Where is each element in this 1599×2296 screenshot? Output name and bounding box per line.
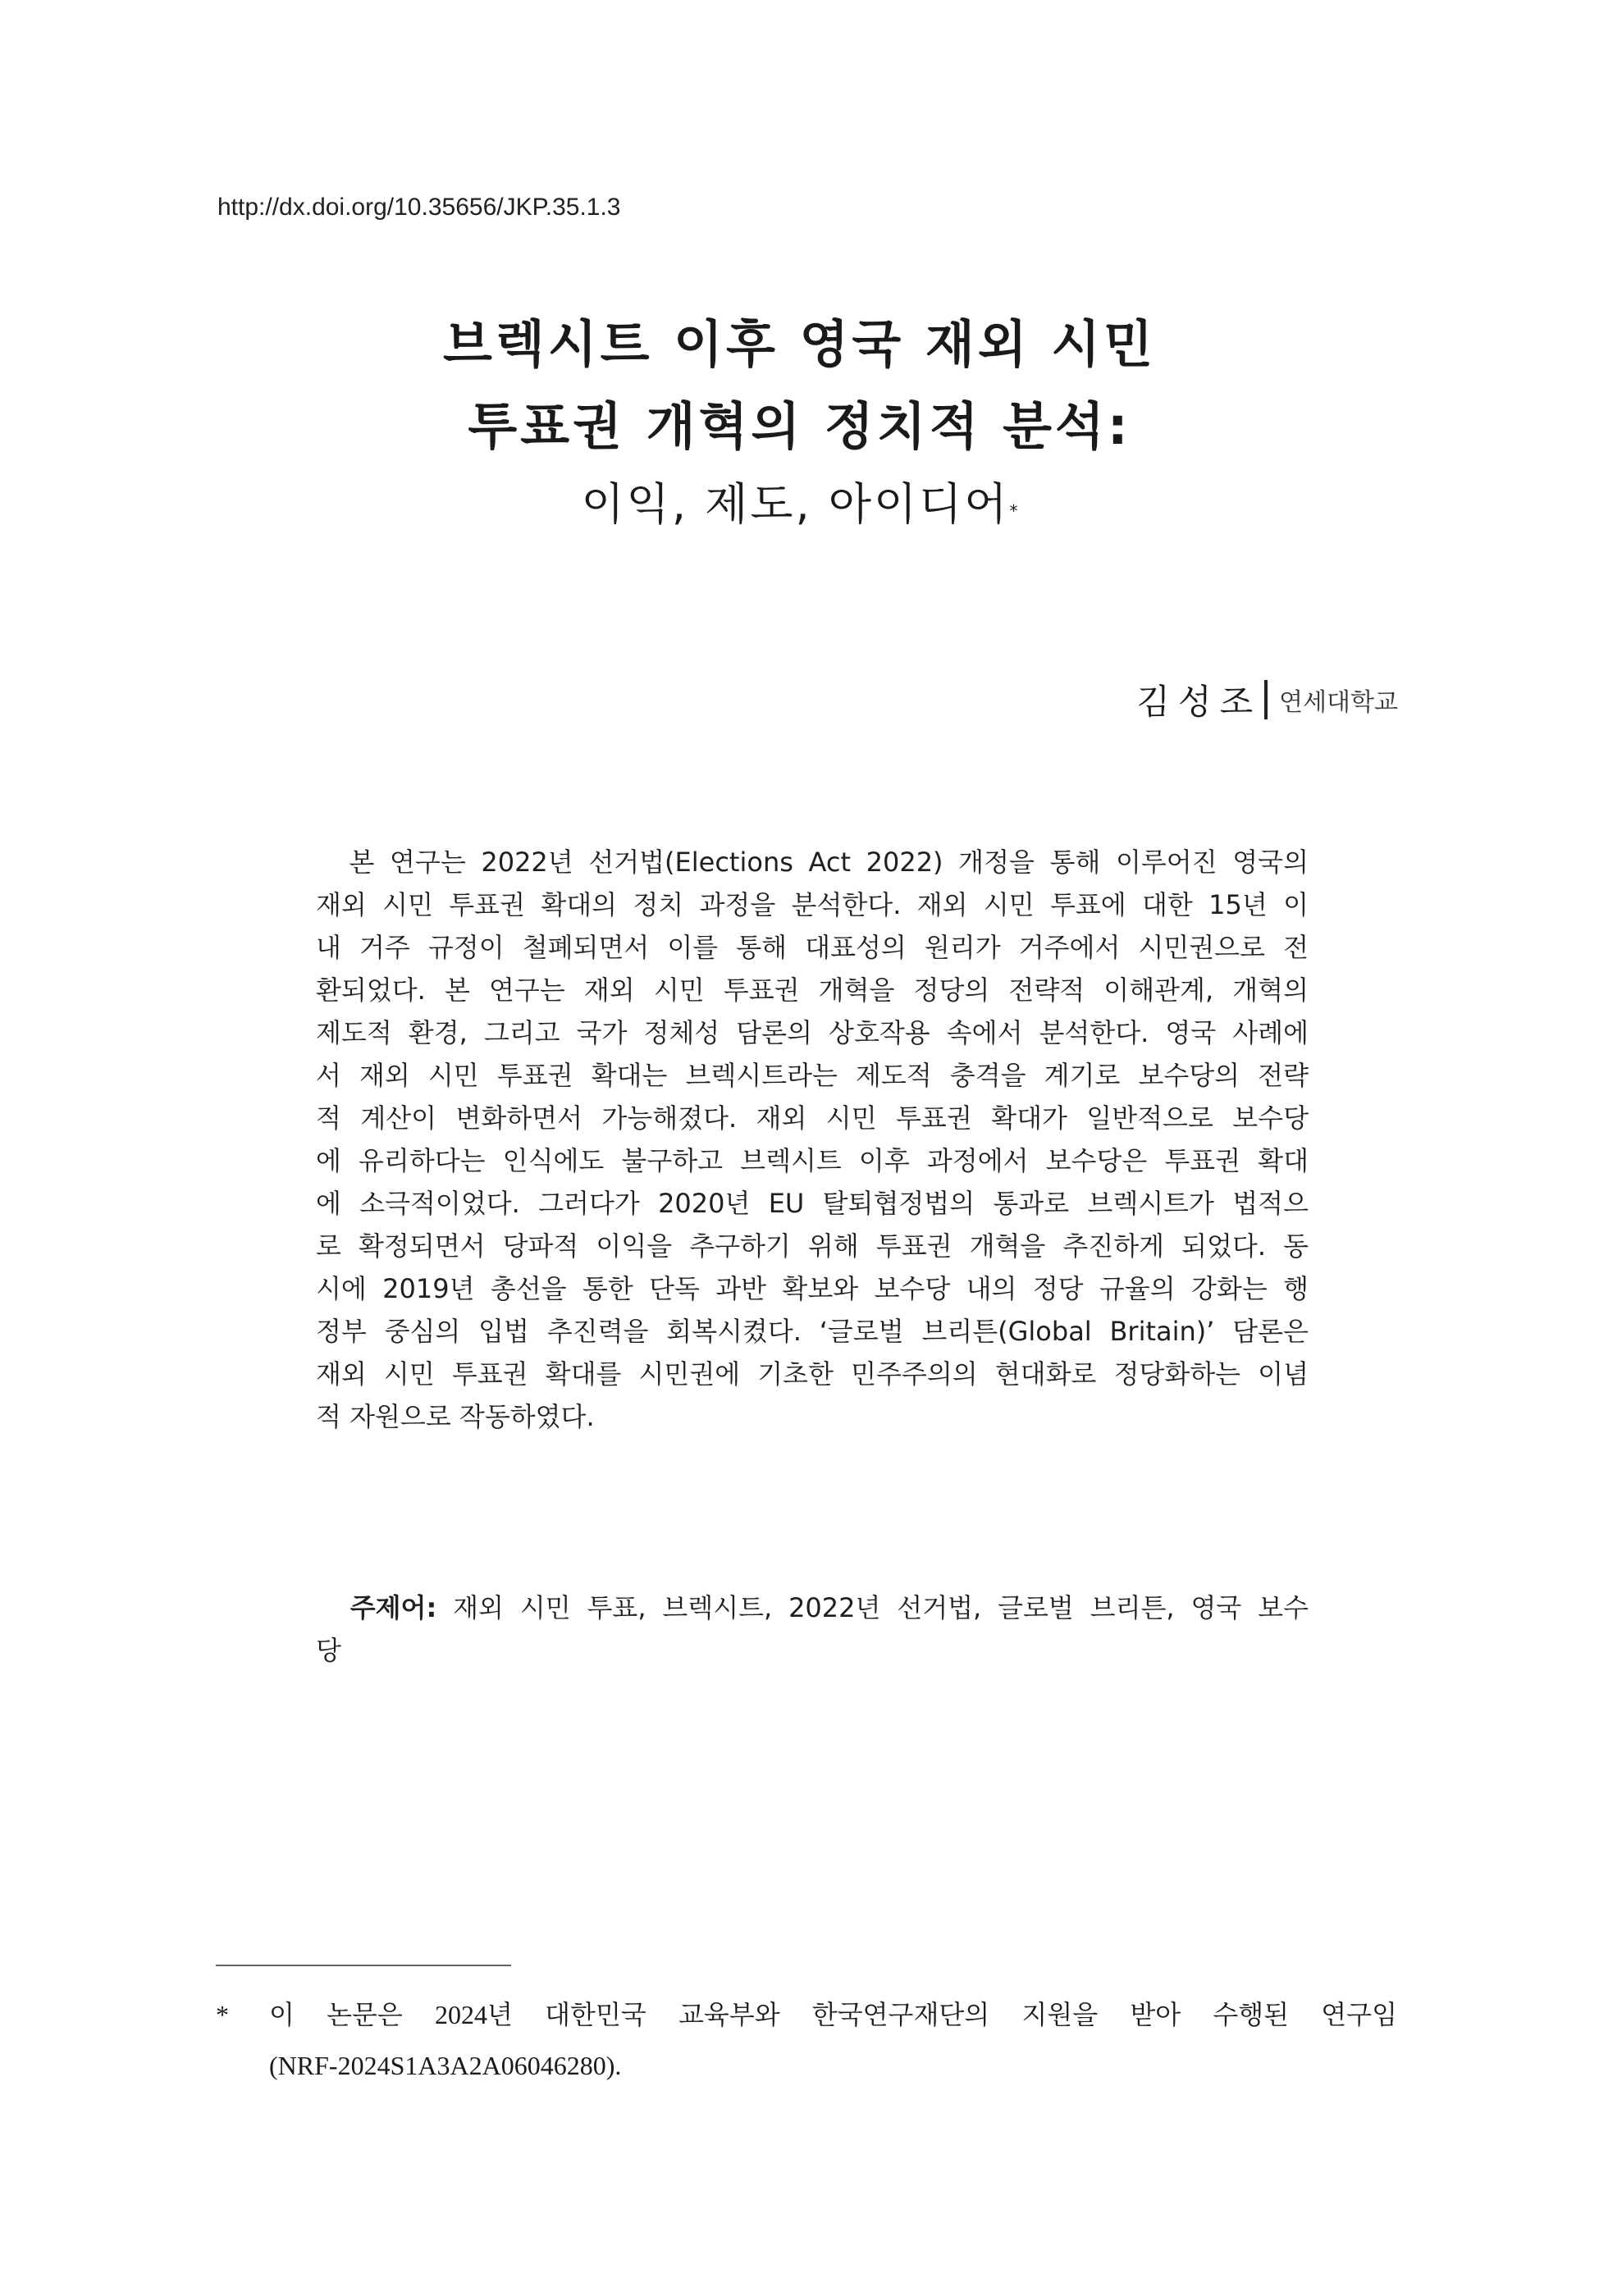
abstract-line: 제도적 환경, 그리고 국가 정체성 담론의 상호작용 속에서 분석한다. 영국 사례에 — [316, 1017, 1309, 1048]
abstract-line: 서 재외 시민 투표권 확대는 브렉시트라는 제도적 충격을 계기로 보수당의 전략 — [316, 1060, 1309, 1091]
keywords — [316, 1586, 1309, 1672]
abstract-line: 에 소극적이었다. 그러다가 2020년 EU 탈퇴협정법의 통과로 브렉시트가 법적으 — [316, 1188, 1309, 1219]
abstract-line: 적 자원으로 작동하였다. — [316, 1401, 595, 1432]
footnote-line-2: (NRF-2024S1A3A2A06046280). — [269, 2051, 622, 2080]
abstract-line: 적 계산이 변화하면서 가능해졌다. 재외 시민 투표권 확대가 일반적으로 보수당 — [316, 1102, 1309, 1134]
author-affiliation: 연세대학교 — [1279, 688, 1398, 717]
author-name: 김성조 — [1136, 682, 1262, 722]
abstract-line: 로 확정되면서 당파적 이익을 추구하기 위해 투표권 개혁을 추진하게 되었다. 동 — [316, 1230, 1309, 1262]
title-block — [0, 304, 1599, 541]
title-line-2: 투표권 개혁의 정치적 분석: — [468, 396, 1131, 456]
keywords-text: 재외 시민 투표, 브렉시트, 2022년 선거법, 글로벌 브리튼, 영국 보수 — [436, 1592, 1309, 1623]
title-line-1: 브렉시트 이후 영국 재외 시민 — [442, 314, 1157, 374]
footnote-divider — [216, 1965, 511, 1966]
author-line — [1136, 671, 1398, 728]
abstract-line: 환되었다. 본 연구는 재외 시민 투표권 개혁을 정당의 전략적 이해관계, 개혁의 — [316, 975, 1309, 1006]
author-separator — [1264, 680, 1268, 719]
abstract-line: 내 거주 규정이 철폐되면서 이를 통해 대표성의 원리가 거주에서 시민권으로 전 — [316, 932, 1309, 963]
footnote-mark: * — [216, 2000, 229, 2029]
subtitle — [0, 468, 1599, 541]
keywords-label: 주제어: — [349, 1592, 437, 1623]
footnote — [216, 1989, 1397, 2091]
footnote-marker: * — [1009, 501, 1018, 521]
footnote-line-1: 이 논문은 2024년 대한민국 교육부와 한국연구재단의 지원을 받아 수행된 연구임 — [269, 2000, 1397, 2029]
keywords-line-1 — [316, 1586, 1309, 1629]
abstract — [316, 841, 1309, 1438]
abstract-line: 본 연구는 2022년 선거법(Elections Act 2022) 개정을 통해 이루어진 영국의 — [316, 847, 1309, 878]
abstract-line: 재외 시민 투표권 확대를 시민권에 기초한 민주주의의 현대화로 정당화하는 이념 — [316, 1358, 1309, 1390]
subtitle-text: 이익, 제도, 아이디어 — [581, 478, 1010, 530]
footnote-body — [269, 1989, 1397, 2091]
keywords-line-2: 당 — [316, 1635, 341, 1666]
doi-link[interactable]: http://dx.doi.org/10.35656/JKP.35.1.3 — [217, 194, 621, 221]
abstract-line: 에 유리하다는 인식에도 불구하고 브렉시트 이후 과정에서 보수당은 투표권 확대 — [316, 1145, 1309, 1176]
abstract-line: 시에 2019년 총선을 통한 단독 과반 확보와 보수당 내의 정당 규율의 강화는 행 — [316, 1273, 1309, 1304]
abstract-line: 정부 중심의 입법 추진력을 회복시켰다. ‘글로벌 브리튼(Global Britain)’ 담론은 — [316, 1316, 1309, 1347]
abstract-line: 재외 시민 투표권 확대의 정치 과정을 분석한다. 재외 시민 투표에 대한 15년 이 — [316, 889, 1309, 920]
